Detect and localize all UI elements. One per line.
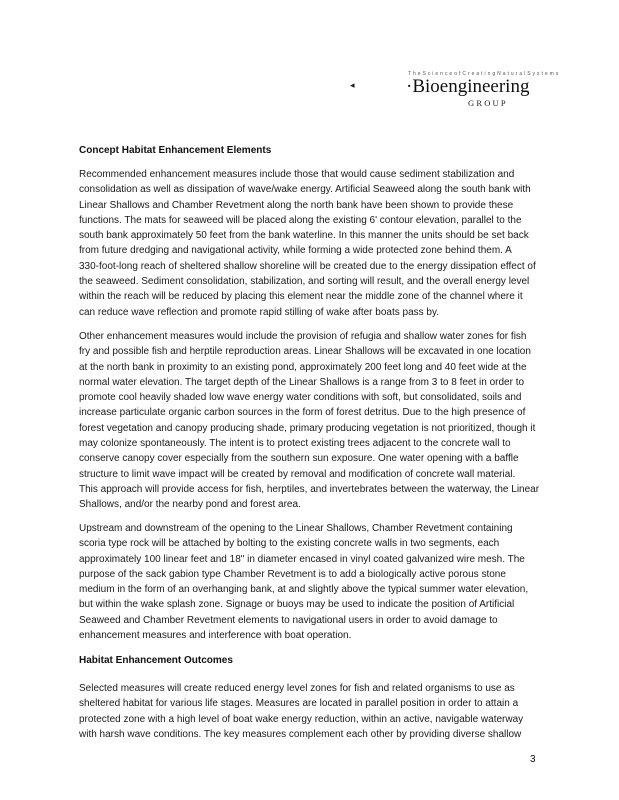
page-number: 3 (530, 754, 536, 765)
text-line: Selected measures will create reduced energy level zones for fish and related organisms to use as (79, 683, 515, 694)
paragraph-1 (79, 167, 549, 320)
text-line: forest vegetation and canopy producing shade, primary producing vegetation is not prioritized, though it (79, 422, 536, 434)
logo-name (406, 76, 529, 98)
text-line: approximately 100 linear feet and 18" in diameter encased in vinyl coated galvanized wire mesh. The (79, 553, 525, 565)
text-line: This approach will provide access for fish, herptiles, and invertebrates between the waterway, the Linear (79, 483, 540, 495)
text-line: functions. The mats for seaweed will be placed along the existing 6' contour elevation, parallel to the (79, 214, 522, 226)
text-line: Upstream and downstream of the opening to the Linear Shallows, Chamber Revetment containing (79, 523, 513, 534)
logo-tagline: T h e S c i e n c e o f C r e a t i n g N a t u r a l S y s t e m s (408, 71, 559, 77)
text-line: Recommended enhancement measures include those that would cause sediment stabilization and (79, 169, 515, 180)
section-heading-outcomes: Habitat Enhancement Outcomes (79, 655, 233, 666)
text-line: Linear Shallows and Chamber Revetment along the north bank have been shown to provide these (79, 199, 514, 211)
text-line: 330-foot-long reach of sheltered shallow shoreline will be created due to the energy dissipation effect of (79, 260, 536, 272)
text-line: can reduce wave reflection and promote rapid stilling of wake after boats pass by. (79, 306, 440, 318)
text-line: Shallows, and/or the nearby pond and forest area. (79, 499, 301, 511)
text-line: conserve canopy cover especially from the southern sun exposure. One water opening with a baffle (79, 453, 519, 465)
logo-accent-mark: · (406, 76, 413, 97)
text-line: with harsh wave conditions. The key measures complement each other by providing diverse shallow (79, 728, 522, 740)
text-line: Seaweed and Chamber Revetment elements to navigational users in order to avoid damage to (79, 614, 498, 626)
text-line: protected zone with a high level of boat wake energy reduction, within an active, navigable waterway (79, 713, 524, 725)
text-line: increase particulate organic carbon sources in the form of forest detritus. Due to the high presence of (79, 407, 526, 419)
text-line: scoria type rock will be attached by bolting to the existing concrete walls in two segments, each (79, 538, 500, 550)
text-line: but within the wake splash zone. Signage or buoys may be used to indicate the position of Artificial (79, 599, 515, 611)
text-line: within the reach will be reduced by placing this element near the middle zone of the channel where it (79, 291, 523, 303)
text-line: Other enhancement measures would include the provision of refugia and shallow water zones for fish (79, 331, 527, 342)
text-line: may colonize spontaneously. The intent is to protect existing trees adjacent to the concrete wall to (79, 438, 511, 450)
paragraph-4 (79, 681, 549, 742)
text-line: enhancement measures and interference with boat operation. (79, 630, 352, 642)
text-line: sheltered habitat for various life stages. Measures are located in parallel position in order to attain a (79, 698, 519, 710)
text-line: consolidation as well as dissipation of wave/wake energy. Artificial Seaweed along the south bank with (79, 184, 531, 196)
paragraph-3 (79, 521, 549, 643)
text-line: promote cool heavily shaded low wave energy water conditions with soft, but consolidated, soils and (79, 392, 522, 404)
text-line: structure to limit wave impact will be created by removal and modification of concrete wall material. (79, 468, 516, 480)
text-line: normal water elevation. The target depth of the Linear Shallows is a range from 3 to 8 feet in order to (79, 376, 525, 388)
text-line: the seaweed. Sediment consolidation, stabilization, and sorting will result, and the overall energy level (79, 276, 530, 288)
text-line: medium in the form of an overhanging bank, at and slightly above the typical summer water elevation, (79, 584, 529, 596)
text-line: fry and possible fish and herptile reproduction areas. Linear Shallows will be excavated in one location (79, 346, 531, 358)
logo-group-text: GROUP (468, 98, 508, 108)
logo-name-text: Bioengineering (412, 76, 530, 97)
text-line: at the north bank in proximity to an existing pond, approximately 200 feet long and 40 feet wide at the (79, 361, 527, 373)
text-line: from future dredging and navigational activity, while forming a wide protected zone behind them. A (79, 245, 512, 257)
text-line: south bank approximately 50 feet from the bank waterline. In this manner the units should be set back (79, 230, 529, 242)
arrow-icon: ◂ (350, 80, 355, 90)
text-line: purpose of the sack gabion type Chamber Revetment is to add a biologically active porous stone (79, 568, 506, 580)
section-heading-concept: Concept Habitat Enhancement Elements (79, 145, 272, 156)
paragraph-2 (79, 329, 549, 513)
